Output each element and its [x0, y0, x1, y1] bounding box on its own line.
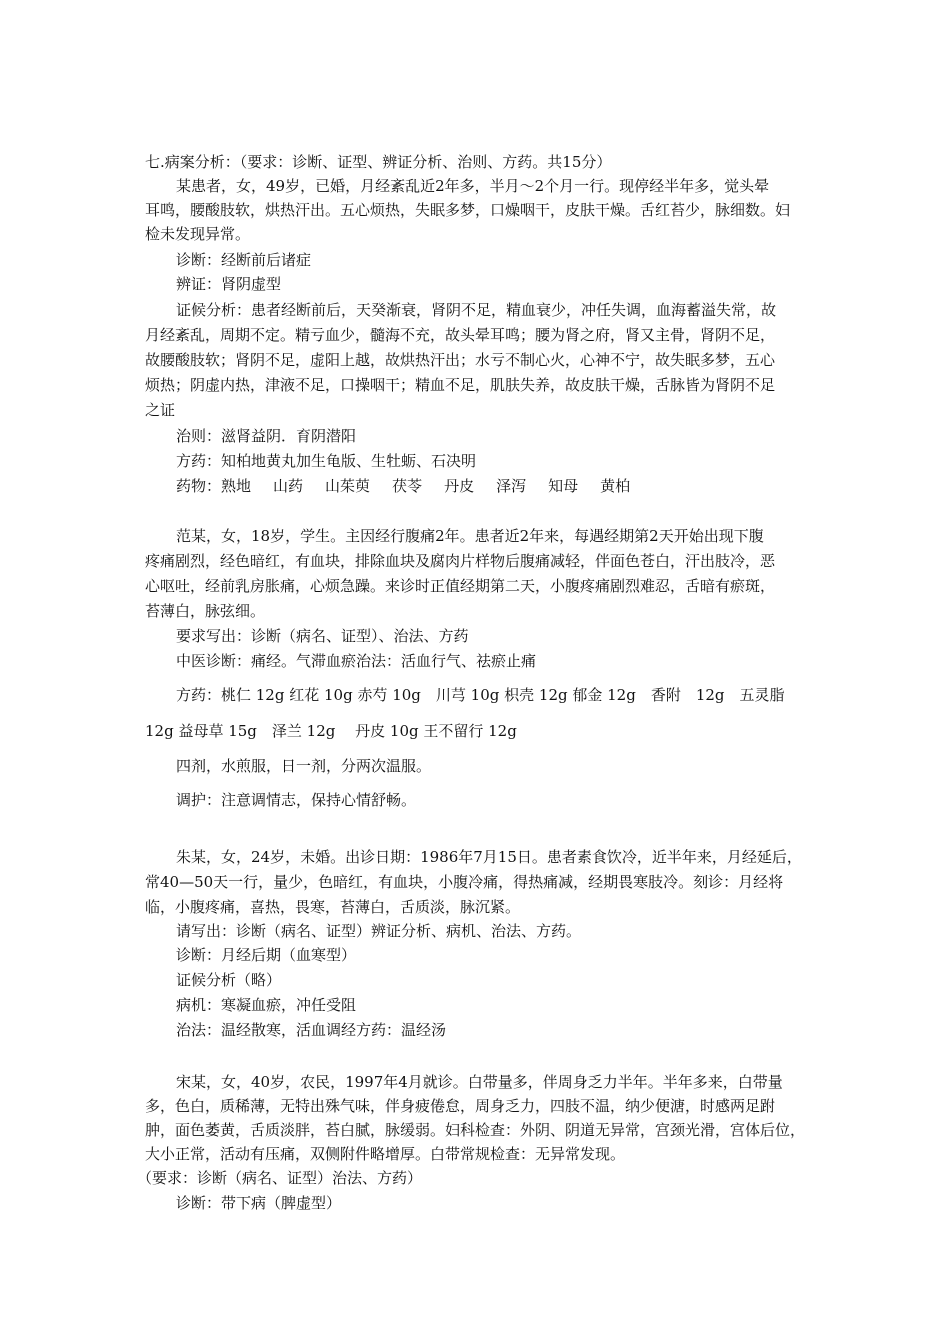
case4-description-line: 肿，面色萎黄，舌质淡胖，苔白腻，脉缓弱。妇科检查：外阴、阴道无异常，宫颈光滑，宫体后位，	[145, 1121, 806, 1139]
drug-item: 山茱萸	[325, 477, 371, 495]
section-title: 七.病案分析：（要求：诊断、证型、辨证分析、治则、方药。共15分）	[145, 153, 612, 171]
case1-analysis-line: 之证	[145, 401, 176, 419]
case4-description-line: 大小正常，活动有压痛，双侧附件略增厚。白带常规检查：无异常发现。	[145, 1145, 626, 1163]
drug-item: 丹皮	[444, 477, 475, 495]
case1-description-line: 某患者，女，49岁，已婚，月经紊乱近2年多，半月～2个月一行。现停经半年多，觉头晕	[176, 177, 770, 195]
drug-item: 茯苓	[392, 477, 423, 495]
case1-treatment: 治则：滋肾益阴．育阴潜阳	[176, 427, 357, 445]
case1-syndrome: 辨证：肾阴虚型	[176, 275, 282, 293]
case1-analysis-line: 证候分析：患者经断前后，天癸渐衰，肾阴不足，精血衰少，冲任失调，血海蓄溢失常，故	[176, 301, 777, 319]
case3-treatment: 治法：温经散寒，活血调经方药：温经汤	[176, 1021, 447, 1039]
drug-item: 山药	[273, 477, 304, 495]
case2-prescription-line: 方药：桃仁 12g 红花 10g 赤芍 10g 川芎 10g 枳壳 12g 郁金 12g 香附 12g 五灵脂	[176, 686, 785, 704]
case1-drugs	[176, 474, 816, 498]
case3-description-line: 常40—50天一行，量少，色暗红，有血块，小腹冷痛，得热痛减，经期畏寒肢冷。刻诊：月经将	[145, 873, 784, 891]
case2-diagnosis: 中医诊断：痛经。气滞血瘀治法：活血行气、祛瘀止痛	[176, 652, 537, 670]
case2-usage: 四剂，水煎服，日一剂，分两次温服。	[176, 757, 432, 775]
case1-analysis-line: 月经紊乱，周期不定。精亏血少，髓海不充，故头晕耳鸣；腰为肾之府，肾又主骨，肾阴不足，	[145, 326, 776, 344]
case2-description-line: 疼痛剧烈，经色暗红，有血块，排除血块及腐肉片样物后腹痛减轻，伴面色苍白，汗出肢冷，恶	[145, 552, 776, 570]
case4-diagnosis: 诊断：带下病（脾虚型）	[176, 1194, 342, 1212]
case1-description-line: 检未发现异常。	[145, 225, 251, 243]
case3-diagnosis: 诊断：月经后期（血寒型）	[176, 946, 357, 964]
case3-requirement: 请写出：诊断（病名、证型）辨证分析、病机、治法、方药。	[176, 922, 582, 940]
case1-analysis-line: 故腰酸肢软；肾阴不足，虚阳上越，故烘热汗出；水亏不制心火，心神不宁，故失眠多梦，五心	[145, 351, 776, 369]
case2-description-line: 苔薄白，脉弦细。	[145, 602, 266, 620]
case3-pathogenesis: 病机：寒凝血瘀，冲任受阻	[176, 996, 357, 1014]
case2-description-line: 心呕吐，经前乳房胀痛，心烦急躁。来诊时正值经期第二天，小腹疼痛剧烈难忍，舌暗有瘀斑，	[145, 577, 776, 595]
case3-description-line: 朱某，女，24岁，未婚。出诊日期：1986年7月15日。患者素食饮冷，近半年来，月经延后，	[176, 848, 802, 866]
case1-diagnosis: 诊断：经断前后诸症	[176, 251, 312, 269]
case4-requirement: （要求：诊断（病名、证型）治法、方药）	[137, 1169, 423, 1187]
case2-care: 调护：注意调情志，保持心情舒畅。	[176, 791, 417, 809]
case1-analysis-line: 烦热；阴虚内热，津液不足，口操咽干；精血不足，肌肤失养，故皮肤干燥，舌脉皆为肾阴不足	[145, 376, 776, 394]
case3-analysis: 证候分析（略）	[176, 971, 282, 989]
drug-item: 知母	[548, 477, 579, 495]
case1-prescription: 方药：知柏地黄丸加生龟版、生牡蛎、石决明	[176, 452, 477, 470]
case4-description-line: 宋某，女，40岁，农民，1997年4月就诊。白带量多，伴周身乏力半年。半年多来，白带量	[176, 1073, 783, 1091]
drug-item: 泽泻	[496, 477, 527, 495]
case2-description-line: 范某，女，18岁，学生。主因经行腹痛2年。患者近2年来，每遇经期第2天开始出现下腹	[176, 527, 764, 545]
case3-description-line: 临，小腹疼痛，喜热，畏寒，苔薄白，舌质淡，脉沉紧。	[145, 898, 521, 916]
case2-requirement: 要求写出：诊断（病名、证型）、治法、方药	[176, 627, 469, 645]
case4-description-line: 多，色白，质稀薄，无特出殊气味，伴身疲倦怠，周身乏力，四肢不温，纳少便溏，时感两足跗	[145, 1097, 776, 1115]
case1-drugs-label: 药物：	[176, 477, 222, 495]
drug-item: 黄柏	[600, 477, 631, 495]
case1-description-line: 耳鸣，腰酸肢软，烘热汗出。五心烦热，失眠多梦，口燥咽干，皮肤干燥。舌红苔少，脉细数。妇	[145, 201, 791, 219]
drug-item: 熟地	[221, 477, 252, 495]
case2-prescription-line: 12g 益母草 15g 泽兰 12g 丹皮 10g 王不留行 12g	[145, 722, 517, 740]
